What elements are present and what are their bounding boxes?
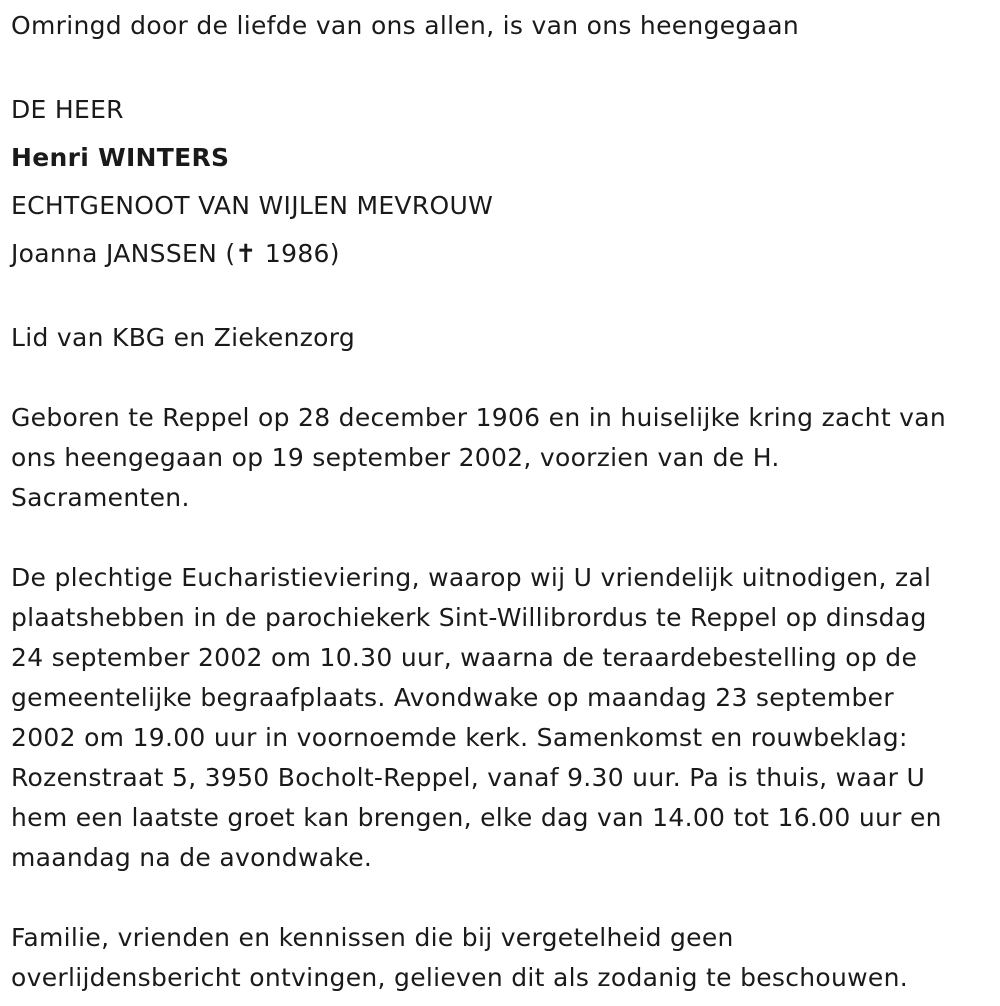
spouse-name: Joanna JANSSEN (✝ 1986) (11, 239, 340, 268)
paragraph-line: Sacramenten. (11, 483, 190, 512)
paragraph-line: 24 september 2002 om 10.30 uur, waarna de teraardebestelling op de (11, 643, 918, 672)
spacer (11, 46, 991, 86)
paragraph-line: Familie, vrienden en kennissen die bij vergetelheid geen (11, 923, 734, 952)
paragraph-line: De plechtige Eucharistieviering, waarop wij U vriendelijk uitnodigen, zal (11, 563, 932, 592)
birth-death-paragraph (11, 398, 991, 518)
paragraph-line: hem een laatste groet kan brengen, elke dag van 14.00 tot 16.00 uur en (11, 803, 942, 832)
title-prefix: DE HEER (11, 95, 124, 124)
deceased-name: Henri WINTERS (11, 143, 230, 172)
paragraph-line: overlijdensbericht ontvingen, gelieven dit als zodanig te beschouwen. (11, 963, 908, 992)
paragraph-line: gemeentelijke begraafplaats. Avondwake op maandag 23 september (11, 683, 894, 712)
paragraph-line: Rozenstraat 5, 3950 Bocholt-Reppel, vanaf 9.30 uur. Pa is thuis, waar U (11, 763, 926, 792)
spacer (11, 878, 991, 918)
paragraph-line: maandag na de avondwake. (11, 843, 373, 872)
paragraph-line: plaatshebben in de parochiekerk Sint-Willibrordus te Reppel op dinsdag (11, 603, 927, 632)
obituary-document (11, 6, 991, 998)
ceremony-paragraph (11, 558, 991, 878)
membership-line: Lid van KBG en Ziekenzorg (11, 323, 356, 352)
spacer (11, 518, 991, 558)
spacer (11, 278, 991, 318)
paragraph-line: 2002 om 19.00 uur in voornoemde kerk. Samenkomst en rouwbeklag: (11, 723, 908, 752)
closing-paragraph (11, 918, 991, 998)
spouse-label: ECHTGENOOT VAN WIJLEN MEVROUW (11, 191, 494, 220)
spacer (11, 358, 991, 398)
paragraph-line: Geboren te Reppel op 28 december 1906 en in huiselijke kring zacht van (11, 403, 947, 432)
paragraph-line: ons heengegaan op 19 september 2002, voorzien van de H. (11, 443, 780, 472)
intro-line: Omringd door de liefde van ons allen, is van ons heengegaan (11, 11, 799, 40)
